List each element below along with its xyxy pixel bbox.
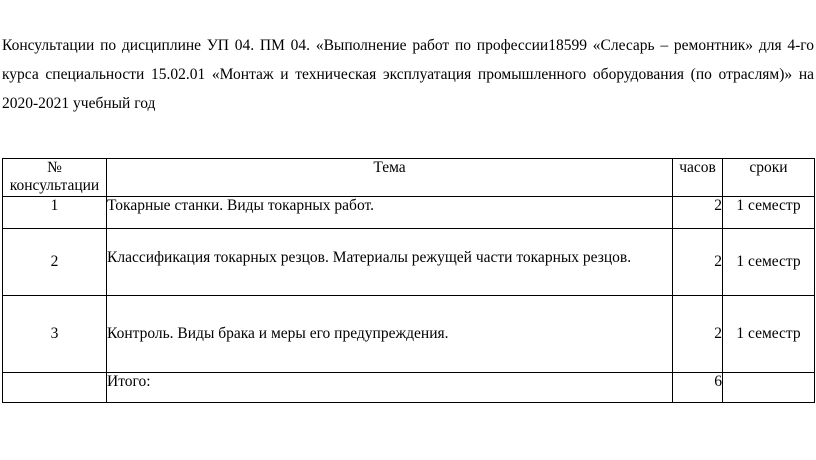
row-number: 3: [3, 296, 107, 373]
row-hours: [673, 229, 723, 296]
total-empty-term-cell: [723, 373, 815, 403]
row-term: [723, 229, 815, 296]
row-topic: Контроль. Виды брака и меры его предупреждения.: [107, 296, 673, 373]
header-hours: часов: [673, 159, 723, 197]
row-number-text: 2: [50, 253, 59, 270]
row-term-text: 1 семестр: [736, 253, 801, 270]
table-row: [3, 296, 815, 373]
row-term: 1 семестр: [723, 197, 815, 229]
row-number: [3, 229, 107, 296]
header-number-line2: консультации: [9, 177, 100, 194]
table-row: [3, 197, 815, 229]
table-total-row: [3, 373, 815, 403]
document-heading: Консультации по дисциплине УП 04. ПМ 04. «Выполнение работ по профессии18599 «Слесарь – ремонтник» для 4-го курса специальности 15.02.01 «Монтаж и техническая эксплуатация промышленного оборудования (по отраслям)» на 2020-2021 учебный год: [2, 37, 814, 112]
header-number-line1: №: [47, 159, 62, 176]
total-empty-cell: [3, 373, 107, 403]
header-term: сроки: [723, 159, 815, 197]
row-hours: 2: [673, 197, 723, 229]
header-number: [3, 159, 107, 197]
row-topic: [107, 229, 673, 296]
total-hours: 6: [673, 373, 723, 403]
row-term: 1 семестр: [723, 296, 815, 373]
table-row: [3, 229, 815, 296]
table-header-row: [3, 159, 815, 197]
row-hours-text: 2: [714, 253, 722, 270]
total-label: Итого:: [107, 373, 673, 403]
row-hours: 2: [673, 296, 723, 373]
header-topic: Тема: [107, 159, 673, 197]
row-topic: Токарные станки. Виды токарных работ.: [107, 197, 673, 229]
consultation-table: [2, 158, 815, 403]
row-topic-text: Классификация токарных резцов. Материалы режущей части токарных резцов.: [107, 249, 632, 266]
row-number: 1: [3, 197, 107, 229]
